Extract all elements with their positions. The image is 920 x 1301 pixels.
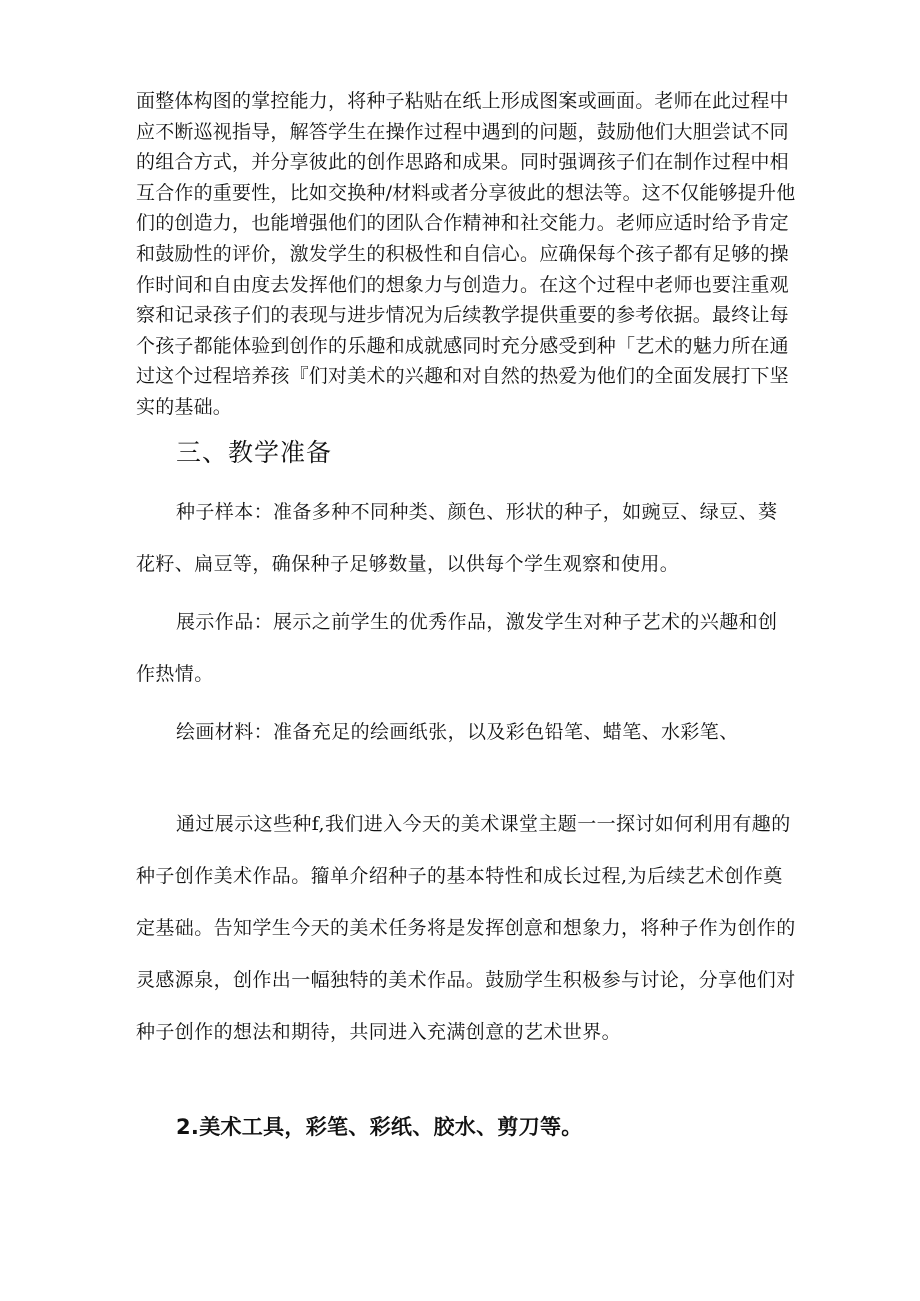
tools-item: 2.美术工具，彩笔、彩纸、胶水、剪刀等。 [176, 1115, 583, 1139]
intro-text: 通过展示这些种f,我们进入今天的美术课堂主题一一探讨如何利用有趣的种子创作美术作品。籀单介绍种子的基本特性和成长过程,为后续艺术创作奠定基础。告知学生今天的美术任务将是发挥创意和想象力，将种子作为创作的灵感源泉，创作出一幅独特的美术作品。鼓励学生积极参与讨论，分享他们对种子创作的想法和期待，共同进入充满创意的艺术世界。 [136, 813, 796, 1043]
prep-materials-paragraph [136, 706, 796, 758]
prep-works-text: 展示作品：展示之前学生的优秀作品，激发学生对种子艺术的兴趣和创作热情。 [136, 611, 778, 685]
continued-paragraph-text: 面整体构图的掌控能力，将种子粘贴在纸上形成图案或画面。老师在此过程中应不断巡视指导，解答学生在操作过程中遇到的问题，鼓励他们大胆尝试不同的组合方式，并分享彼此的创作思路和成果。同时强调孩子们在制作过程中相互合作的重要性，比如交换种/材料或者分享彼此的想法等。这不仅能够提升他们的创造力，也能增强他们的团队合作精神和社交能力。老师应适时给予肯定和鼓励性的评价，激发学生的积极性和自信心。应确保每个孩子都有足够的操作时间和自由度去发挥他们的想象力与创造力。在这个过程中老师也要注重观察和记录孩子们的表现与进步情况为后续教学提供重要的参考依据。最终让每个孩子都能体验到创作的乐趣和成就感同时充分感受到种「艺术的魅力所在通过这个过程培养孩『们对美术的兴趣和对自然的热爱为他们的全面发展打下坚实的基础。 [136, 90, 796, 418]
prep-seeds-text: 种子样本：准备多种不同种类、颜色、形状的种子，如豌豆、绿豆、葵花籽、扁豆等，确保种子足够数量，以供每个学生观察和使用。 [136, 501, 778, 575]
intro-paragraph [136, 798, 796, 1058]
prep-works-paragraph [136, 596, 796, 700]
prep-seeds-paragraph [136, 486, 796, 590]
prep-materials-text: 绘画材料：准备充足的绘画纸张，以及彩色铅笔、蜡笔、水彩笔、 [176, 721, 739, 743]
section-heading: 三、教学准备 [176, 438, 333, 467]
continued-paragraph [136, 86, 796, 423]
